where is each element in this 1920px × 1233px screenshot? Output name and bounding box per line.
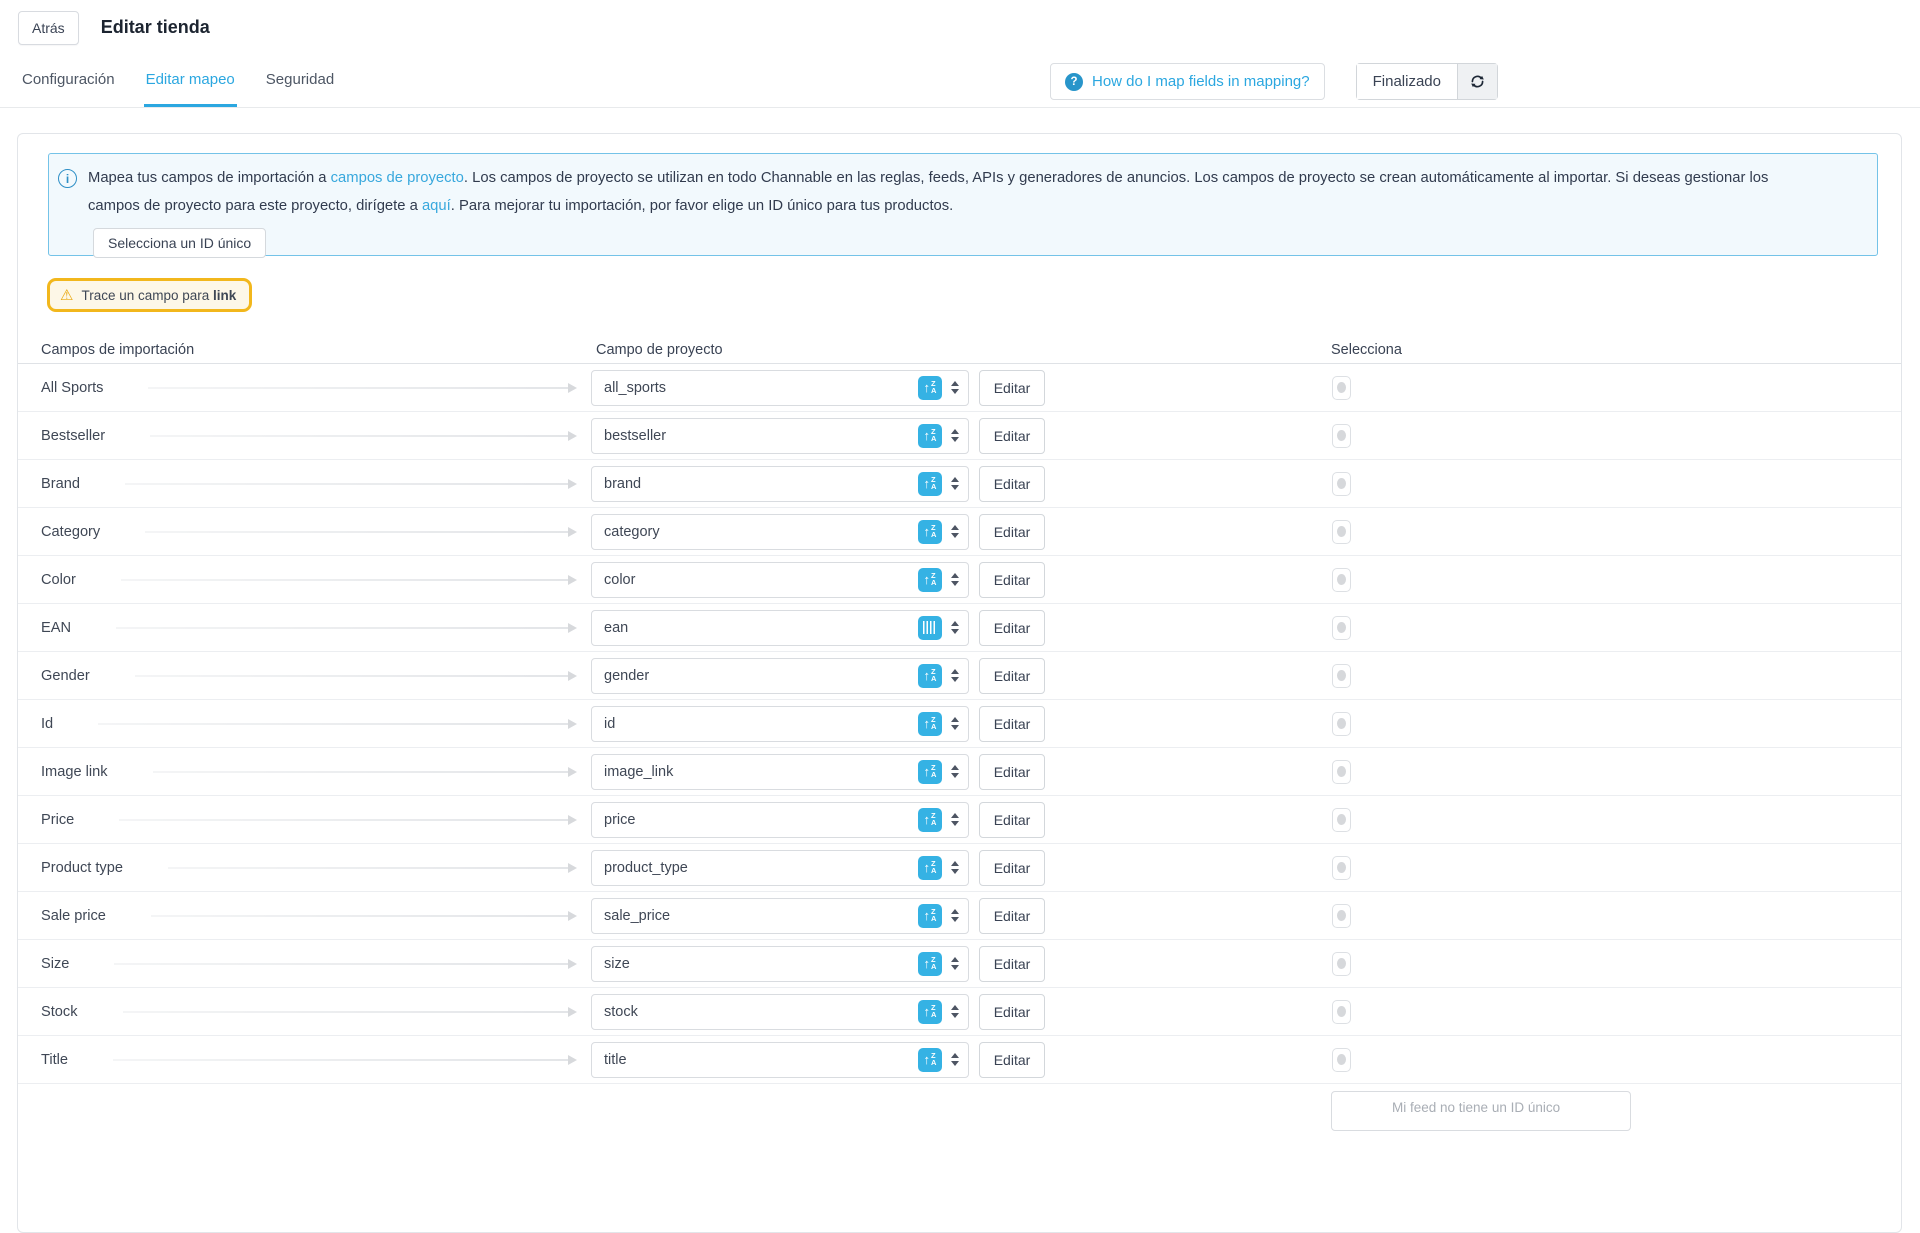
arrow-leader bbox=[151, 911, 577, 921]
arrow-head-icon bbox=[568, 959, 577, 969]
project-field-input[interactable] bbox=[591, 994, 969, 1030]
project-field-input[interactable] bbox=[591, 466, 969, 502]
table-row bbox=[18, 460, 1901, 508]
unique-id-radio[interactable] bbox=[1332, 856, 1351, 880]
table-header bbox=[18, 337, 1901, 364]
warning-badge bbox=[47, 278, 252, 312]
import-field-label: Price bbox=[41, 811, 75, 828]
import-field-cell bbox=[41, 476, 591, 492]
status-button[interactable]: Finalizado bbox=[1357, 64, 1457, 99]
edit-button[interactable]: Editar bbox=[979, 370, 1045, 406]
sort-az-icon: ↑ Z A bbox=[918, 472, 942, 496]
stepper-icon[interactable] bbox=[951, 429, 961, 442]
back-button[interactable]: Atrás bbox=[18, 11, 79, 45]
table-row bbox=[18, 508, 1901, 556]
project-field-value: category bbox=[604, 523, 660, 540]
arrow-leader bbox=[150, 431, 577, 441]
stepper-icon[interactable] bbox=[951, 813, 961, 826]
info-text-1: Mapea tus campos de importación a bbox=[88, 170, 331, 186]
project-field-input[interactable] bbox=[591, 946, 969, 982]
sort-az-icon: ↑ Z A bbox=[918, 664, 942, 688]
barcode-icon bbox=[918, 616, 942, 640]
import-field-label: Color bbox=[41, 571, 76, 588]
status-button-group bbox=[1356, 63, 1498, 100]
sort-az-icon: ↑ Z A bbox=[918, 952, 942, 976]
mapping-table-body bbox=[18, 364, 1901, 1084]
table-row bbox=[18, 940, 1901, 988]
project-field-value: gender bbox=[604, 667, 650, 684]
stepper-icon[interactable] bbox=[951, 573, 961, 586]
edit-button[interactable]: Editar bbox=[979, 514, 1045, 550]
stepper-icon[interactable] bbox=[951, 765, 961, 778]
bottom-partial-button[interactable]: Mi feed no tiene un ID único bbox=[1331, 1091, 1631, 1131]
unique-id-radio[interactable] bbox=[1332, 568, 1351, 592]
arrow-head-icon bbox=[568, 1007, 577, 1017]
import-field-cell bbox=[41, 572, 591, 588]
project-field-value: price bbox=[604, 811, 636, 828]
edit-button[interactable]: Editar bbox=[979, 754, 1045, 790]
import-field-label: Brand bbox=[41, 475, 80, 492]
import-field-cell bbox=[41, 764, 591, 780]
sort-az-icon: ↑ Z A bbox=[918, 808, 942, 832]
project-field-input[interactable] bbox=[591, 370, 969, 406]
arrow-leader bbox=[135, 671, 577, 681]
stepper-icon[interactable] bbox=[951, 381, 961, 394]
edit-button[interactable]: Editar bbox=[979, 610, 1045, 646]
project-field-value: color bbox=[604, 571, 636, 588]
unique-id-radio[interactable] bbox=[1332, 520, 1351, 544]
project-field-input[interactable] bbox=[591, 850, 969, 886]
stepper-icon[interactable] bbox=[951, 1053, 961, 1066]
stepper-icon[interactable] bbox=[951, 1005, 961, 1018]
here-link[interactable]: aquí bbox=[421, 198, 451, 214]
arrow-leader bbox=[119, 815, 577, 825]
project-field-input[interactable] bbox=[591, 802, 969, 838]
project-field-input[interactable] bbox=[591, 658, 969, 694]
unique-id-radio[interactable] bbox=[1332, 424, 1351, 448]
import-field-label: Image link bbox=[41, 763, 108, 780]
unique-id-radio[interactable] bbox=[1332, 808, 1351, 832]
table-row bbox=[18, 988, 1901, 1036]
project-field-value: image_link bbox=[604, 763, 674, 780]
table-row bbox=[18, 1036, 1901, 1084]
project-field-input[interactable] bbox=[591, 418, 969, 454]
import-field-label: Size bbox=[41, 955, 70, 972]
unique-id-radio[interactable] bbox=[1332, 1048, 1351, 1072]
stepper-icon[interactable] bbox=[951, 477, 961, 490]
arrow-leader bbox=[125, 479, 577, 489]
project-field-input[interactable] bbox=[591, 610, 969, 646]
arrow-leader bbox=[153, 767, 577, 777]
arrow-head-icon bbox=[568, 719, 577, 729]
tab-editar-mapeo[interactable]: Editar mapeo bbox=[144, 55, 237, 107]
table-row bbox=[18, 364, 1901, 412]
import-field-cell bbox=[41, 620, 591, 636]
page-title: Editar tienda bbox=[100, 17, 210, 37]
unique-id-radio[interactable] bbox=[1332, 760, 1351, 784]
info-icon: i bbox=[58, 169, 77, 188]
sort-az-icon: ↑ Z A bbox=[918, 1000, 942, 1024]
arrow-head-icon bbox=[568, 911, 577, 921]
sort-az-icon: ↑ Z A bbox=[918, 376, 942, 400]
sort-az-icon: ↑ Z A bbox=[918, 712, 942, 736]
project-field-input[interactable] bbox=[591, 754, 969, 790]
warning-text: Trace un campo para link bbox=[81, 287, 237, 303]
project-field-value: all_sports bbox=[604, 379, 667, 396]
refresh-icon bbox=[1469, 73, 1486, 90]
import-field-cell bbox=[41, 380, 591, 396]
project-field-value: stock bbox=[604, 1003, 638, 1020]
import-field-cell bbox=[41, 956, 591, 972]
sort-az-icon: ↑ Z A bbox=[918, 1048, 942, 1072]
select-unique-id-button[interactable]: Selecciona un ID único bbox=[93, 228, 266, 258]
edit-button[interactable]: Editar bbox=[979, 562, 1045, 598]
arrow-head-icon bbox=[568, 863, 577, 873]
unique-id-radio[interactable] bbox=[1332, 664, 1351, 688]
project-field-value: title bbox=[604, 1051, 627, 1068]
column-select: Selecciona bbox=[1331, 342, 1402, 358]
unique-id-radio[interactable] bbox=[1332, 472, 1351, 496]
arrow-leader bbox=[116, 623, 577, 633]
project-field-input[interactable] bbox=[591, 898, 969, 934]
import-field-label: Category bbox=[41, 523, 101, 540]
arrow-head-icon bbox=[568, 575, 577, 585]
stepper-icon[interactable] bbox=[951, 957, 961, 970]
main-card bbox=[17, 133, 1902, 1233]
import-field-label: Title bbox=[41, 1051, 69, 1068]
table-row bbox=[18, 796, 1901, 844]
arrow-head-icon bbox=[568, 623, 577, 633]
import-field-label: Product type bbox=[41, 859, 123, 876]
table-row bbox=[18, 412, 1901, 460]
question-icon: ? bbox=[1065, 73, 1083, 91]
project-field-value: ean bbox=[604, 619, 629, 636]
import-field-label: Gender bbox=[41, 667, 90, 684]
column-import-fields: Campos de importación bbox=[41, 342, 195, 358]
import-field-label: EAN bbox=[41, 619, 72, 636]
arrow-head-icon bbox=[568, 431, 577, 441]
table-row bbox=[18, 604, 1901, 652]
import-field-cell bbox=[41, 428, 591, 444]
import-field-label: All Sports bbox=[41, 379, 104, 396]
arrow-head-icon bbox=[568, 1055, 577, 1065]
edit-button[interactable]: Editar bbox=[979, 994, 1045, 1030]
project-field-value: product_type bbox=[604, 859, 688, 876]
unique-id-radio[interactable] bbox=[1332, 712, 1351, 736]
edit-button[interactable]: Editar bbox=[979, 466, 1045, 502]
arrow-leader bbox=[114, 959, 577, 969]
warning-icon: ⚠ bbox=[60, 286, 74, 304]
import-field-cell bbox=[41, 668, 591, 684]
edit-button[interactable]: Editar bbox=[979, 898, 1045, 934]
edit-button[interactable]: Editar bbox=[979, 802, 1045, 838]
info-text-3: . Para mejorar tu importación, por favor elige un ID único para tus productos. bbox=[450, 198, 954, 214]
import-field-cell bbox=[41, 716, 591, 732]
column-project-field: Campo de proyecto bbox=[596, 342, 723, 358]
table-row bbox=[18, 844, 1901, 892]
arrow-head-icon bbox=[568, 479, 577, 489]
edit-button[interactable]: Editar bbox=[979, 1042, 1045, 1078]
table-row bbox=[18, 700, 1901, 748]
sort-az-icon: ↑ Z A bbox=[918, 568, 942, 592]
arrow-leader bbox=[168, 863, 577, 873]
project-field-input[interactable] bbox=[591, 562, 969, 598]
table-row bbox=[18, 892, 1901, 940]
sort-az-icon: ↑ Z A bbox=[918, 760, 942, 784]
arrow-head-icon bbox=[568, 767, 577, 777]
arrow-head-icon bbox=[568, 383, 577, 393]
project-field-value: id bbox=[604, 715, 616, 732]
import-field-cell bbox=[41, 524, 591, 540]
import-field-label: Sale price bbox=[41, 907, 106, 924]
unique-id-radio[interactable] bbox=[1332, 952, 1351, 976]
stepper-icon[interactable] bbox=[951, 909, 961, 922]
import-field-label: Stock bbox=[41, 1003, 78, 1020]
project-field-value: size bbox=[604, 955, 630, 972]
project-field-input[interactable] bbox=[591, 706, 969, 742]
tab-configuracion[interactable]: Configuración bbox=[22, 71, 115, 88]
stepper-icon[interactable] bbox=[951, 861, 961, 874]
project-field-value: brand bbox=[604, 475, 642, 492]
edit-button[interactable]: Editar bbox=[979, 418, 1045, 454]
stepper-icon[interactable] bbox=[951, 525, 961, 538]
unique-id-radio[interactable] bbox=[1332, 904, 1351, 928]
help-button[interactable] bbox=[1050, 63, 1325, 100]
edit-button[interactable]: Editar bbox=[979, 706, 1045, 742]
table-row bbox=[18, 748, 1901, 796]
project-field-input[interactable] bbox=[591, 514, 969, 550]
sort-az-icon: ↑ Z A bbox=[918, 424, 942, 448]
import-field-label: Bestseller bbox=[41, 427, 106, 444]
project-fields-link[interactable]: campos de proyecto bbox=[330, 170, 464, 186]
arrow-head-icon bbox=[568, 527, 577, 537]
table-row bbox=[18, 652, 1901, 700]
arrow-head-icon bbox=[568, 671, 577, 681]
tab-bar bbox=[0, 55, 1920, 108]
import-field-label: Id bbox=[41, 715, 54, 732]
unique-id-radio[interactable] bbox=[1332, 376, 1351, 400]
import-field-cell bbox=[41, 812, 591, 828]
arrow-leader bbox=[113, 1055, 577, 1065]
arrow-leader bbox=[148, 383, 577, 393]
project-field-value: bestseller bbox=[604, 427, 667, 444]
tab-actions bbox=[1050, 63, 1498, 100]
import-field-cell bbox=[41, 1004, 591, 1020]
info-box bbox=[48, 153, 1878, 256]
arrow-leader bbox=[121, 575, 577, 585]
arrow-leader bbox=[145, 527, 577, 537]
edit-button[interactable]: Editar bbox=[979, 658, 1045, 694]
sort-az-icon: ↑ Z A bbox=[918, 904, 942, 928]
project-field-value: sale_price bbox=[604, 907, 671, 924]
import-field-cell bbox=[41, 860, 591, 876]
stepper-icon[interactable] bbox=[951, 717, 961, 730]
import-field-cell bbox=[41, 1052, 591, 1068]
arrow-leader bbox=[98, 719, 577, 729]
arrow-leader bbox=[123, 1007, 578, 1017]
stepper-icon[interactable] bbox=[951, 669, 961, 682]
tab-seguridad[interactable]: Seguridad bbox=[265, 71, 335, 88]
unique-id-radio[interactable] bbox=[1332, 616, 1351, 640]
sort-az-icon: ↑ Z A bbox=[918, 856, 942, 880]
arrow-head-icon bbox=[568, 815, 577, 825]
help-button-label: How do I map fields in mapping? bbox=[1092, 73, 1310, 90]
edit-button[interactable]: Editar bbox=[979, 946, 1045, 982]
unique-id-radio[interactable] bbox=[1332, 1000, 1351, 1024]
refresh-button[interactable] bbox=[1457, 64, 1497, 99]
stepper-icon[interactable] bbox=[951, 621, 961, 634]
sort-az-icon: ↑ Z A bbox=[918, 520, 942, 544]
info-text-2: . Los campos de proyecto se utilizan en todo Channable en las reglas, feeds, APIs y generadores de anuncios. Los campos de proyecto se crean automáticamente al importar. Si deseas gestionar los campos de proyecto para este proyecto, dirígete a bbox=[88, 170, 1769, 214]
table-row bbox=[18, 556, 1901, 604]
top-bar bbox=[0, 0, 1920, 55]
import-field-cell bbox=[41, 908, 591, 924]
edit-button[interactable]: Editar bbox=[979, 850, 1045, 886]
info-text bbox=[88, 164, 1778, 220]
project-field-input[interactable] bbox=[591, 1042, 969, 1078]
